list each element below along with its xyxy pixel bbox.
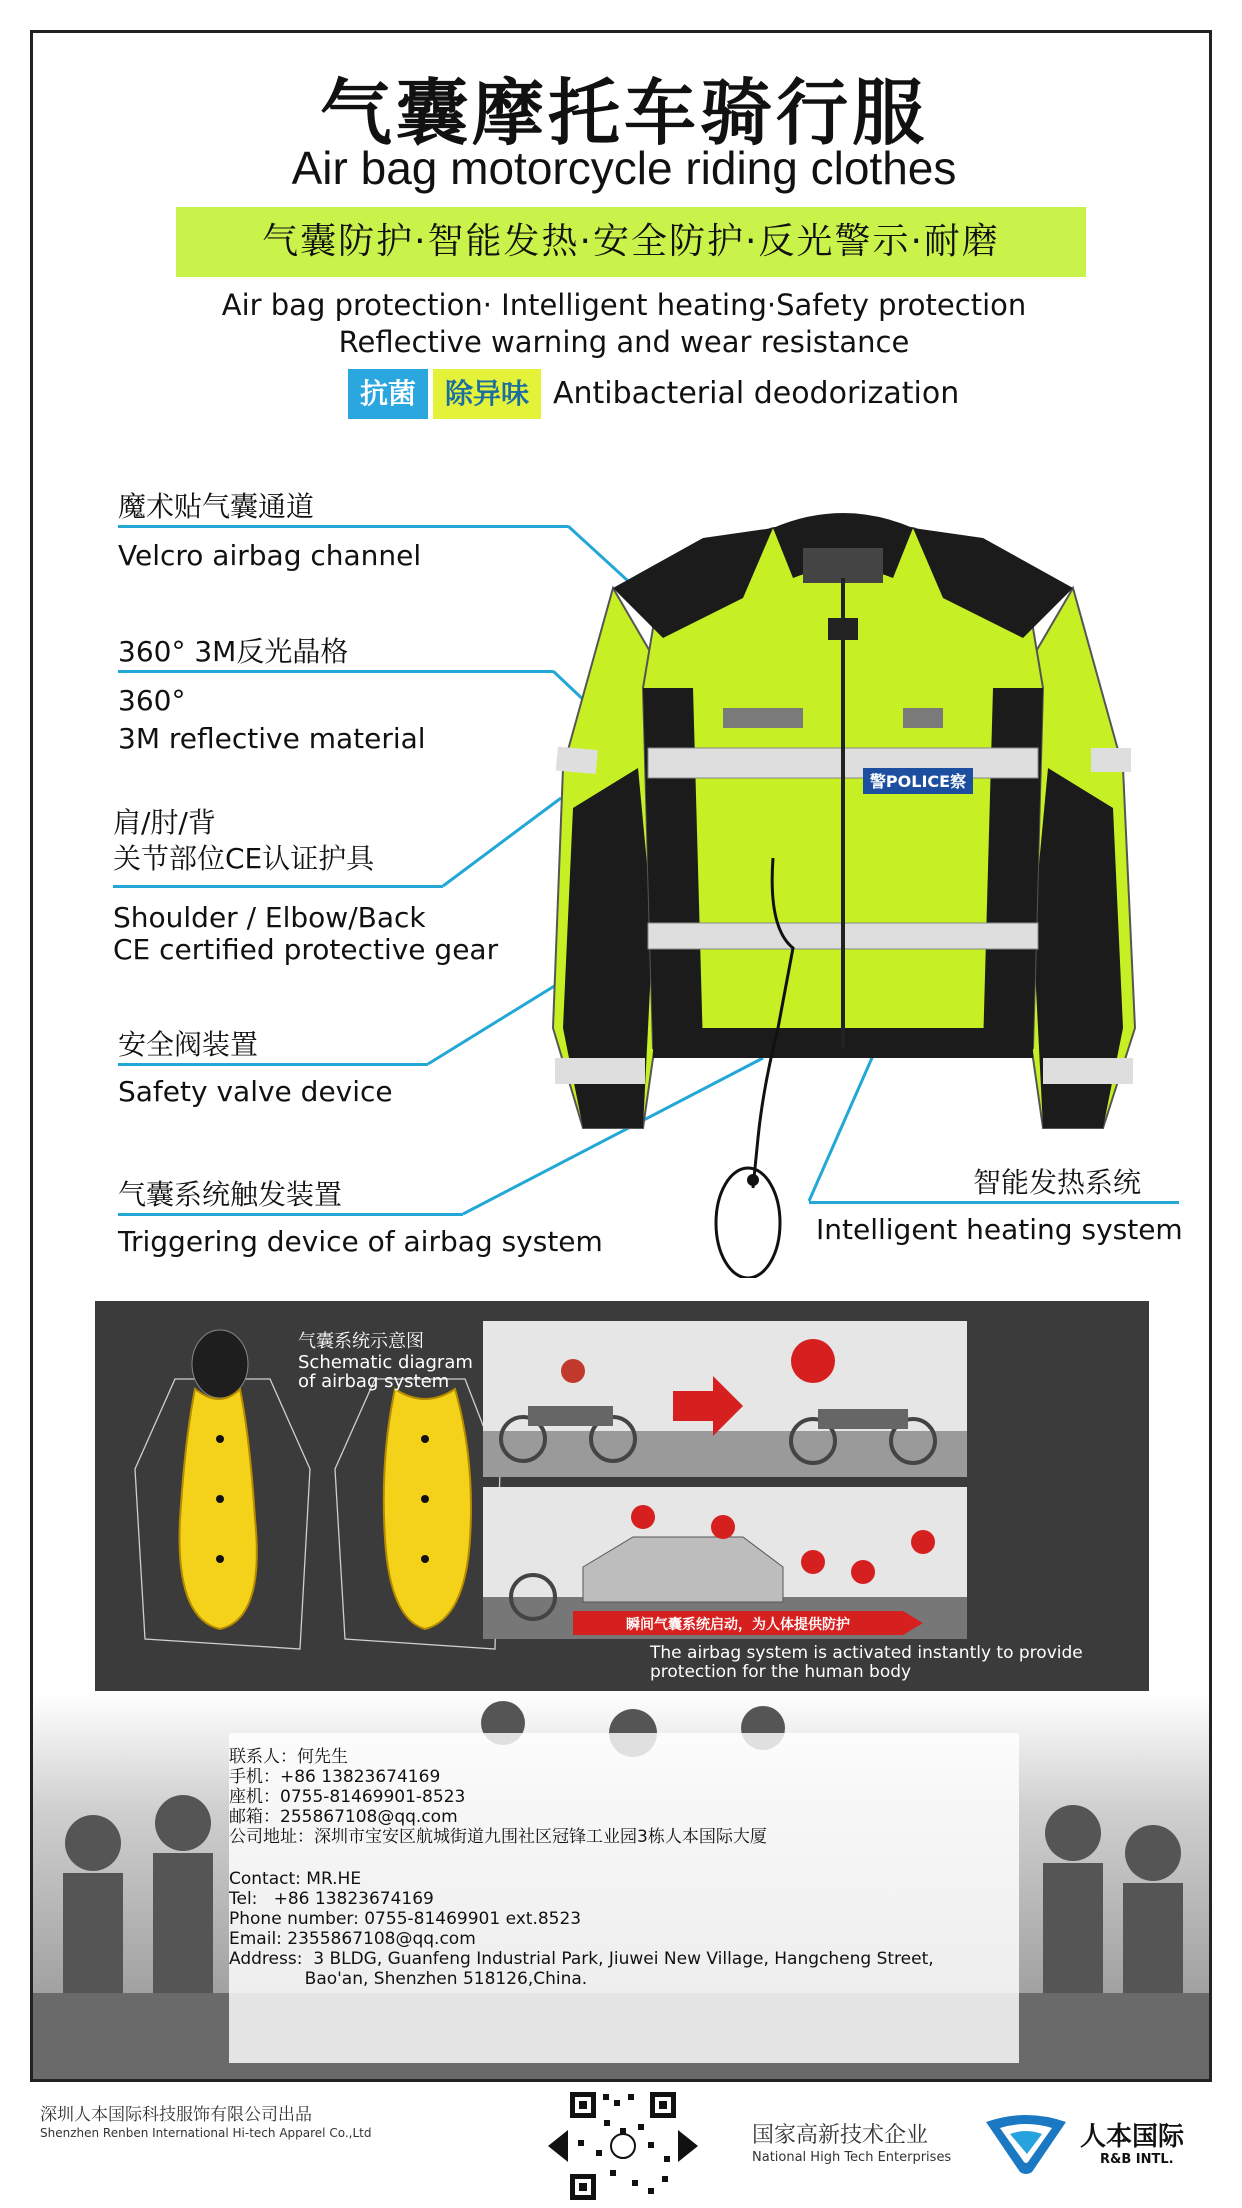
contact-address-en1: Address: 3 BLDG, Guanfeng Industrial Park, Jiuwei New Village, Hangcheng Street, (229, 1949, 934, 1969)
logo-text-en: R&B INTL. (1100, 2152, 1174, 2167)
callout-gear-cn2: 关节部位CE认证护具 (113, 842, 375, 875)
callout-gear-en2: CE certified protective gear (113, 933, 499, 966)
antibacterial-badge: 抗菌 (348, 369, 428, 419)
high-tech-enterprise-cn: 国家高新技术企业 (752, 2123, 929, 2148)
callout-velcro-cn: 魔术贴气囊通道 (118, 490, 315, 523)
police-patch: 警POLICE察 (869, 772, 967, 791)
contact-mobile-cn: 手机：+86 13823674169 (229, 1767, 441, 1787)
callout-gear-cn1: 肩/肘/背 (113, 806, 216, 839)
crash-scene-motorcycle (483, 1321, 967, 1477)
features-en-line2: Reflective warning and wear resistance (338, 325, 910, 359)
airbag-caption-line1: The airbag system is activated instantly to provide (650, 1643, 1083, 1663)
callout-valve-en: Safety valve device (118, 1075, 393, 1108)
callout-reflective-cn: 360° 3M反光晶格 (118, 635, 349, 668)
contact-email-en: Email: 2355867108@qq.com (229, 1929, 476, 1949)
schematic-title-en (298, 1353, 473, 1391)
schematic-title-en-line2: of airbag system (298, 1371, 450, 1392)
crash-scene-car (483, 1487, 967, 1639)
airbag-activation-banner: 瞬间气囊系统启动，为人体提供防护 (626, 1617, 850, 1633)
title-cn: 气囊摩托车骑行服 (319, 71, 928, 155)
contact-card (229, 1733, 1019, 2063)
company-name-en: Shenzhen Renben International Hi-tech Apparel Co.,Ltd (40, 2126, 372, 2140)
poster-frame (30, 30, 1212, 2082)
deodorize-badge: 除异味 (433, 369, 541, 419)
schematic-title-cn: 气囊系统示意图 (298, 1331, 424, 1352)
callout-reflective-en2: 3M reflective material (118, 722, 426, 755)
callout-heating-cn: 智能发热系统 (973, 1166, 1142, 1199)
contact-en (229, 1869, 934, 1989)
contact-address-en2: Bao'an, Shenzhen 518126,China. (229, 1969, 588, 1989)
high-tech-enterprise-en: National High Tech Enterprises (752, 2150, 952, 2165)
contact-tel-en: Tel: +86 13823674169 (229, 1889, 434, 1909)
airbag-jacket-illustration (543, 508, 1143, 1278)
company-name-cn: 深圳人本国际科技服饰有限公司出品 (40, 2105, 312, 2125)
features-en-line1: Air bag protection· Intelligent heating·Safety protection (221, 288, 1027, 322)
contact-phone-en: Phone number: 0755-81469901 ext.8523 (229, 1909, 582, 1929)
callout-valve-cn: 安全阀装置 (118, 1028, 259, 1061)
contact-person-cn: 联系人：何先生 (229, 1747, 348, 1767)
schematic-title-en-line1: Schematic diagram (298, 1352, 473, 1373)
airbag-caption-line2: protection for the human body (650, 1662, 912, 1682)
airbag-schematic-panel (95, 1301, 1149, 1691)
callout-velcro-en: Velcro airbag channel (118, 539, 422, 572)
contact-email-cn: 邮箱：255867108@qq.com (229, 1807, 458, 1827)
contact-person-en: Contact: MR.HE (229, 1869, 362, 1889)
callout-gear-en1: Shoulder / Elbow/Back (113, 901, 426, 934)
title-en: Air bag motorcycle riding clothes (291, 142, 957, 194)
contact-landline-cn: 座机：0755-81469901-8523 (229, 1787, 466, 1807)
qr-code-icon (548, 2090, 698, 2202)
antibacterial-text: Antibacterial deodorization (553, 376, 960, 411)
callout-heating-en: Intelligent heating system (816, 1213, 1183, 1246)
contact-address-cn: 公司地址：深圳市宝安区航城街道九围社区冠锋工业园3栋人本国际大厦 (229, 1827, 767, 1847)
renben-logo-icon (982, 2112, 1070, 2176)
callout-trigger-en: Triggering device of airbag system (118, 1225, 603, 1258)
logo-text-cn: 人本国际 (1080, 2122, 1185, 2152)
callout-trigger-cn: 气囊系统触发装置 (118, 1178, 343, 1211)
contact-cn (229, 1747, 767, 1847)
callout-reflective-en1: 360° (118, 684, 186, 717)
airbag-caption (650, 1644, 1130, 1682)
feature-banner: 气囊防护·智能发热·安全防护·反光警示·耐磨 (176, 207, 1086, 277)
